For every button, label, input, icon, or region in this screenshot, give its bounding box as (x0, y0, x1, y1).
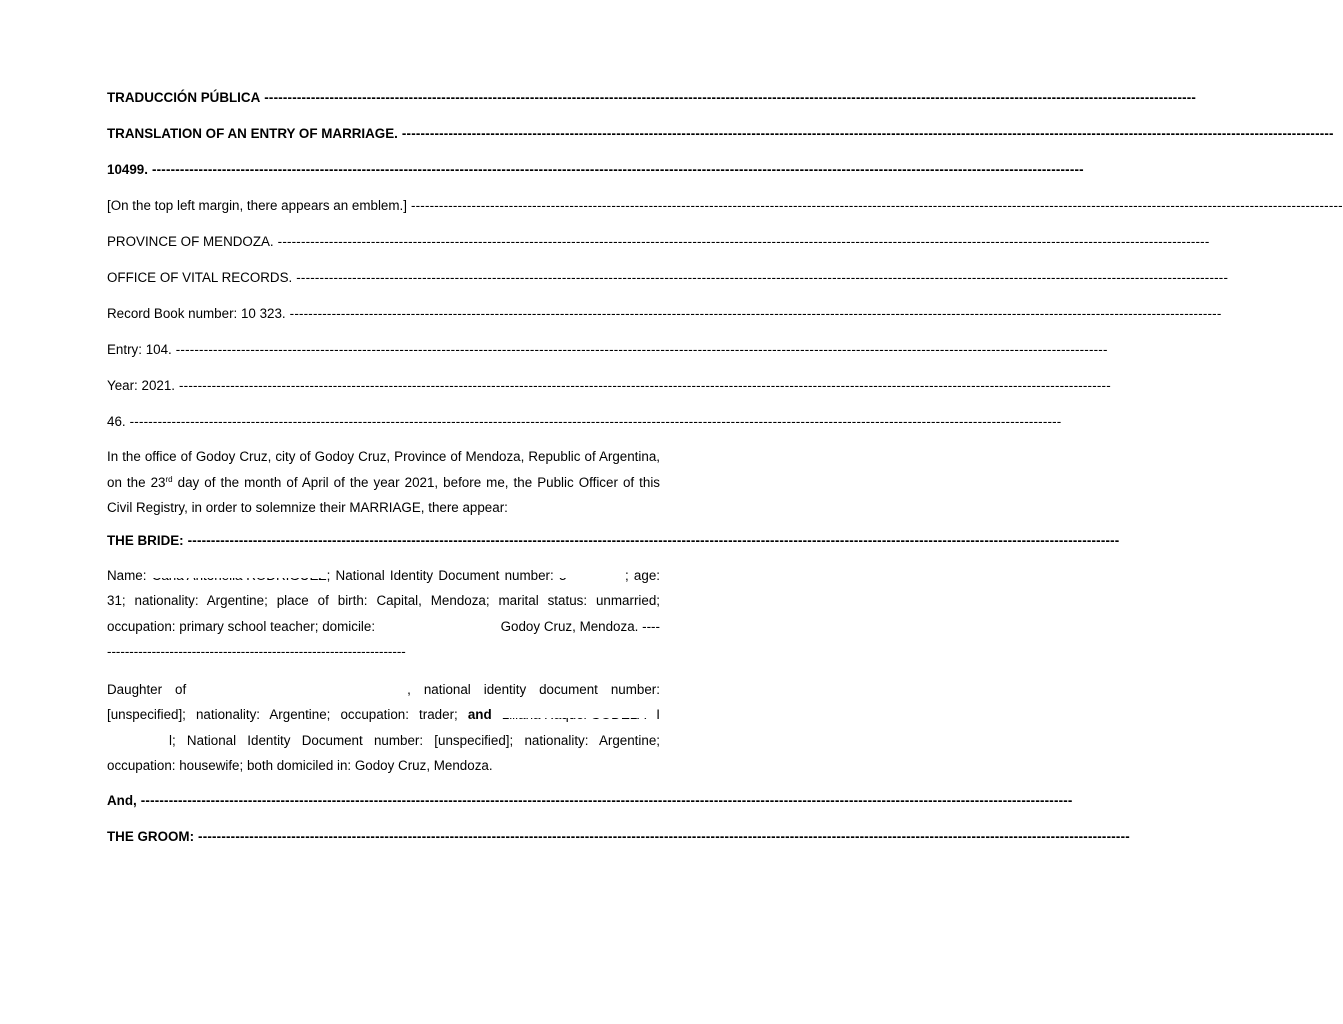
intro-paragraph (107, 444, 660, 521)
mother-name-redacted (502, 702, 646, 728)
entry-number: 10499. (107, 162, 148, 177)
document-page (107, 88, 1343, 847)
page-number-line (107, 412, 1062, 432)
dash-filler: ----------------------------------------------------------------------- (107, 618, 660, 659)
bride-heading: THE BRIDE: (107, 532, 184, 548)
office-line (107, 268, 1229, 288)
and-word: and (467, 707, 492, 722)
year-line (107, 376, 1111, 396)
parents-comma: , (407, 681, 411, 697)
bride-domicile-end: Godoy Cruz, Mendoza. (500, 618, 639, 634)
dash-filler: -------------------------------------------------------------------------------------------------------------------------------------------------------------------------------------------------------- (401, 126, 1334, 141)
number-line (107, 160, 1084, 180)
subtitle-line (107, 124, 1334, 144)
mother-surname-redacted (107, 728, 169, 754)
dash-filler: -------------------------------------------------------------------------------------------------------------------------------------------------------------------------------------------------------- (140, 792, 1073, 808)
and-text: And, (107, 792, 137, 808)
bride-paragraph (107, 563, 660, 665)
bride-heading-line (107, 531, 1120, 551)
office: OFFICE OF VITAL RECORDS. (107, 270, 293, 285)
intro-text-1: In the office of Godoy Cruz, city of Godoy Cruz, Province of Mendoza, Republic of Argentina, on the 23 (107, 449, 660, 490)
bride-details: ; age: 31; nationality: Argentine; place of birth: Capital, Mendoza; marital status: unmarried; occupation: primary school teacher; domicile: (107, 567, 660, 634)
mother-name-end: l (169, 732, 172, 748)
intro-text-2: day of the month of April of the year 2021, before me, the Public Officer of this Civil Registry, in order to solemnize their MARRIAGE, there appear: (107, 474, 660, 515)
intro-superscript: rd (165, 474, 173, 484)
bride-name-redacted (152, 563, 327, 589)
margin-note-line (107, 196, 1343, 216)
dash-filler: -------------------------------------------------------------------------------------------------------------------------------------------------------------------------------------------------------- (277, 234, 1210, 249)
record-book-line (107, 304, 1222, 324)
dash-filler: -------------------------------------------------------------------------------------------------------------------------------------------------------------------------------------------------------- (179, 378, 1111, 393)
and-line (107, 791, 1073, 811)
mother-initial: I (656, 707, 660, 722)
dash-filler: -------------------------------------------------------------------------------------------------------------------------------------------------------------------------------------------------------- (410, 198, 1343, 213)
dash-filler: -------------------------------------------------------------------------------------------------------------------------------------------------------------------------------------------------------- (264, 90, 1197, 105)
record-book: Record Book number: 10 323. (107, 306, 286, 321)
groom-heading-line (107, 827, 1130, 847)
entry-line (107, 340, 1108, 360)
year: Year: 2021. (107, 378, 176, 393)
dash-filler: -------------------------------------------------------------------------------------------------------------------------------------------------------------------------------------------------------- (289, 306, 1222, 321)
father-details: national identity document number: [unspecified]; nationality: Argentine; occupation: trader; (107, 681, 660, 722)
document-subtitle: TRANSLATION OF AN ENTRY OF MARRIAGE. (107, 126, 398, 141)
bride-id-redacted (559, 563, 625, 589)
bride-name-label: Name: (107, 567, 152, 583)
document-title: TRADUCCIÓN PÚBLICA (107, 90, 261, 105)
parents-paragraph (107, 677, 660, 779)
dash-filler: -------------------------------------------------------------------------------------------------------------------------------------------------------------------------------------------------------- (187, 532, 1120, 548)
dash-filler: -------------------------------------------------------------------------------------------------------------------------------------------------------------------------------------------------------- (175, 342, 1108, 357)
dash-filler: -------------------------------------------------------------------------------------------------------------------------------------------------------------------------------------------------------- (198, 828, 1130, 844)
bride-domicile-redacted (379, 614, 497, 640)
groom-heading: THE GROOM: (107, 828, 195, 844)
parents-label: Daughter of (107, 681, 187, 697)
title-line (107, 88, 1197, 108)
mother-details: ; National Identity Document number: [unspecified]; nationality: Argentine; occupation: housewife; both domiciled in: Godoy Cruz, Mendoza. (107, 732, 660, 773)
margin-note: [On the top left margin, there appears an emblem.] (107, 198, 407, 213)
dash-filler: -------------------------------------------------------------------------------------------------------------------------------------------------------------------------------------------------------- (296, 270, 1229, 285)
province-line (107, 232, 1210, 252)
dash-filler: -------------------------------------------------------------------------------------------------------------------------------------------------------------------------------------------------------- (151, 162, 1084, 177)
dash-filler: -------------------------------------------------------------------------------------------------------------------------------------------------------------------------------------------------------- (129, 414, 1062, 429)
bride-id-label: ; National Identity Document number: (326, 567, 559, 583)
father-name-redacted (199, 677, 407, 703)
page-number: 46. (107, 414, 126, 429)
entry: Entry: 104. (107, 342, 172, 357)
province: PROVINCE OF MENDOZA. (107, 234, 274, 249)
